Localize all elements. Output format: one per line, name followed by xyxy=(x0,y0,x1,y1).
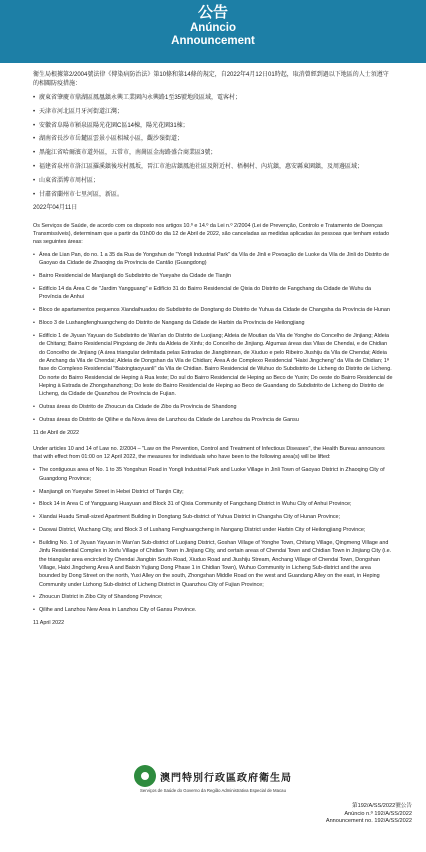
title-english: Announcement xyxy=(171,35,255,47)
zh-list-item: • 天津市河北區月牙河街道江灣； xyxy=(33,108,393,117)
zh-list-item: • 山東省淄博市周村區； xyxy=(33,177,393,186)
en-list-item: • Xiandai Huadu Small-sized Apartment Building in Dongtang Sub-district of Yuhua District in Changsha City of Hunan Province; xyxy=(33,514,341,521)
bullet-icon: • xyxy=(33,273,35,280)
bullet-icon: • xyxy=(33,514,35,521)
bullet-icon: • xyxy=(33,607,35,614)
bullet-icon: • xyxy=(33,501,35,508)
english-section xyxy=(33,445,393,627)
bullet-icon: • xyxy=(33,527,35,534)
pt-list-item: • Edifício 14 da Área C de "Jardim Yangguang" e Edifício 31 do Bairro Residencial de Qixia do Distrito de Fangchang da Cidade de Wuhu da Província de Anhui xyxy=(33,286,371,301)
en-intro: Under articles 10 and 14 of Law no. 2/2004 – "Law on the Prevention, Control and Treatment of Infectious Diseases", the Health Bureau announces that with effect from 01:00 on 12 April 2022, the measures for individuals who have been to the following area(s) will be lifted: xyxy=(33,446,385,461)
en-date: 11 April 2022 xyxy=(33,620,65,627)
bullet-icon: • xyxy=(33,95,36,101)
en-list-item: • Daowai District, Wuchang City, and Block 3 of Lushang Fenghuangcheng in Nangang District under Harbin City of Heilongjiang Province; xyxy=(33,527,366,534)
pt-date: 11 de Abril de 2022 xyxy=(33,429,80,436)
en-list-item: • Qilihe and Lanzhou New Area in Lanzhou City of Gansu Province. xyxy=(33,607,197,614)
zh-list-item: • 湖南省長沙市岳麓區雲景小區相城小區，觀沙嶺街道； xyxy=(33,135,393,144)
announcement-header xyxy=(0,0,426,63)
reference-portuguese: Anúncio n.º 192/A/SS/2022 xyxy=(344,810,412,817)
bullet-icon: • xyxy=(33,108,36,115)
health-bureau-logo-icon xyxy=(134,765,156,787)
announcement-body xyxy=(0,63,426,628)
en-list-item: • Zhoucun District in Zibo City of Shandong Province; xyxy=(33,594,163,601)
zh-intro: 衛生局根據第2/2004號法律《傳染病防治法》第10條和第14條的規定，自2022年4月12日01時起，取消曾經到過以下地區的人士須遵守的相關防疫措施： xyxy=(33,72,389,88)
bullet-icon: • xyxy=(33,333,35,340)
pt-list-item: • Edifício 1 de Jiyuan Yayuan do Subdistrito de Wan'an do Distrito de Luojiang; Aldeia de Moutian da Vila de Yonghe do Concelho de Jinjiang; Aldeia de Chitang; Bairro Residencial Pingxiang de Jinfu da Aldeia de Xinfu; do Concelho de Jinjiang. Algumas áreas das Vilas de Chendai, e de Chidian do Concelho de Jinjiang (A área triangular delimitada pelas Estradas de Jiangbinnan, de Xiuduo e pelo Ribeiro Jiushiju da Vila de Chendai; Aldeia de Anchang da Vila de Chendai; Aldeia de Dongshan da Vila de Chidian; Área A de Complexo Residencial "Haixi Jingcheng" da Vila de Chidian; 1ª fase do Complexo Residencial "Baixingtaoyuanli" da Vila de Chidian. Bairro Residencial de Wuhuo do Subdistrito de Licheng do Distrito de Licheng. Do norte do Bairro Residencial de Heping à Rua leste; Do sul do Bairro Residencial de Heping ao Beco de Yuxin; Do oeste do Bairro Residencial de Heping à Estrada de Zhongshanzhong; Do leste do Bairro Residencial de Heping ao Beco de Guandang do Subdistrito de Licheng do Distrito de Licheng, da Cidade de Quanzhou de Província de Fujian. xyxy=(33,333,393,398)
en-list-item: • The contiguous area of No. 1 to 35 Yongshun Road in Yongli Industrial Park and Luoke Village in Jinli Town of Gaoyao District in Zhaoqing City of Guangdong Province; xyxy=(33,467,385,482)
bullet-icon: • xyxy=(33,467,35,474)
zh-list-item: • 黑龍江省哈爾濱市道外區，五常市，南崗區金海路盛合商業區3號； xyxy=(33,149,393,158)
pt-list-item: • Área de Lian Pan, do no. 1 a 35 da Rua de Yongshun de "Yongli Industrial Park" da Vila de Jinli e Povoação de Luoke da Vila de Jinli do Distrito de Gaoyao da Cidade de Zhaoqing da Província de Cantão (Guangdong) xyxy=(33,252,390,267)
bullet-icon: • xyxy=(33,540,35,547)
zh-list-item: • 福建省泉州市洛江區羅溪鎮後垵村鳳坂，晉江市池店鎮鳳池社區及附近村、梧桐村、內坑鎮，惠安縣東園鎮，及周邊區域； xyxy=(33,163,393,172)
issuer-name-chinese: 澳門特別行政區政府衛生局 xyxy=(160,772,292,784)
title-chinese: 公告 xyxy=(197,4,228,21)
zh-list-item: • 甘肅省蘭州市七里河區，新區。 xyxy=(33,191,393,200)
bullet-icon: • xyxy=(33,122,36,129)
pt-list-item: • Outras áreas do Distrito de Qilihe e da Nova área de Lanzhou da Cidade de Lanzhou da Província de Gansu xyxy=(33,416,299,423)
issuer-name-portuguese: Serviços de Saúde do Governo da Região Administrativa Especial de Macau xyxy=(140,788,286,793)
zh-list-item: • 廣東省肇慶市鼎湖區鳳凰鎮永興工業園內永興路1至35號地段區域，電客村； xyxy=(33,94,393,103)
reference-english: Announcement no. 192/A/SS/2022 xyxy=(325,818,412,824)
announcement-reference xyxy=(326,803,412,826)
title-portuguese: Anúncio xyxy=(190,22,236,34)
reference-chinese: 第192/A/SS/2022號公告 xyxy=(351,803,412,809)
bullet-icon: • xyxy=(33,177,36,184)
bullet-icon: • xyxy=(33,191,36,198)
bullet-icon: • xyxy=(33,286,35,293)
bullet-icon: • xyxy=(33,252,35,259)
en-list-item: • Block 14 in Area C of Yangguang Huayuan and Block 31 of Qixia Community of Fangchang District in Wuhu City of Anhui Province; xyxy=(33,501,352,508)
chinese-section xyxy=(33,71,393,214)
bullet-icon: • xyxy=(33,416,35,423)
bullet-icon: • xyxy=(33,136,36,143)
pt-list-item: • Bloco de apartamentos pequenos Xiandaihuadou do Subdistrito de Dongtang do Distrito de Yuhua da Cidade de Changsha da Província de Hunan xyxy=(33,307,390,314)
issuer-logo-row xyxy=(0,765,426,787)
pt-intro: Os Serviços de Saúde, de acordo com os disposto nos artigos 10.º e 14.º da Lei n.º 2/2004 (Lei de Prevenção, Controlo e Tratamento de Doenças Transmissíveis), determinam que a partir da 01h00 do dia 12 de Abril de 2022, são canceladas as medidas aplicadas às pessoas que tenham estado nas seguintes áreas: xyxy=(33,222,390,246)
portuguese-section xyxy=(33,222,393,438)
pt-list-item: • Bloco 3 de Lushangfenghuangcheng do Distrito de Nangang da Cidade de Harbin da Província de Heilongjiang xyxy=(33,320,305,327)
en-list-item: • Building No. 1 of Jiyuan Yayuan in Wan'an Sub-district of Luojiang District, Goshan Village of Yonghe Town, Chitang Village, Qingmeng Village and Jinfu Residential Complex in Xinfu Village of Chidian Town in Jinjiang City, and certain areas of Chendai Town and Chidian Town in Jinjiang City (i.e. the triangular area encircled by Chendai Jiangbin South Road, Xiuduo Road and Jiushiju Stream, Anchang Village of Chendai Town, Dongshan Village, Haixi Jingcheng Area A and Baixin Yujiang Dong Phase 1 in Chidian Town), Wuhuo Community in Licheng Sub-district and the area bounded by Dong Street on the north, Yuxi Alley on the south, Zhongshan Middle Road on the west and Guandang Alley on the east, in Heping Community under Lizhong Sub-district of Licheng District in Quanzhou City of Fujian Province; xyxy=(33,540,392,588)
bullet-icon: • xyxy=(33,307,35,314)
pt-list-item: • Bairro Residencial de Manjiangli do Subdistrito de Yueyahe da Cidade de Tianjin xyxy=(33,273,231,280)
zh-list-item: • 安徽省阜陽市潁泉區陽光花園C區14棟，陽光花園31棟； xyxy=(33,122,393,131)
bullet-icon: • xyxy=(33,404,35,411)
pt-list-item: • Outras áreas do Distrito de Zhoucun da Cidade de Zibo da Província de Shandong xyxy=(33,404,237,411)
bullet-icon: • xyxy=(33,488,35,495)
bullet-icon: • xyxy=(33,594,35,601)
bullet-icon: • xyxy=(33,150,36,157)
zh-date: 2022年04月11日 xyxy=(33,205,78,212)
issuer-footer xyxy=(0,765,426,793)
bullet-icon: • xyxy=(33,320,35,327)
bullet-icon: • xyxy=(33,163,36,170)
en-list-item: • Manjiangli on Yueyahe Street in Hebei District of Tianjin City; xyxy=(33,488,184,495)
